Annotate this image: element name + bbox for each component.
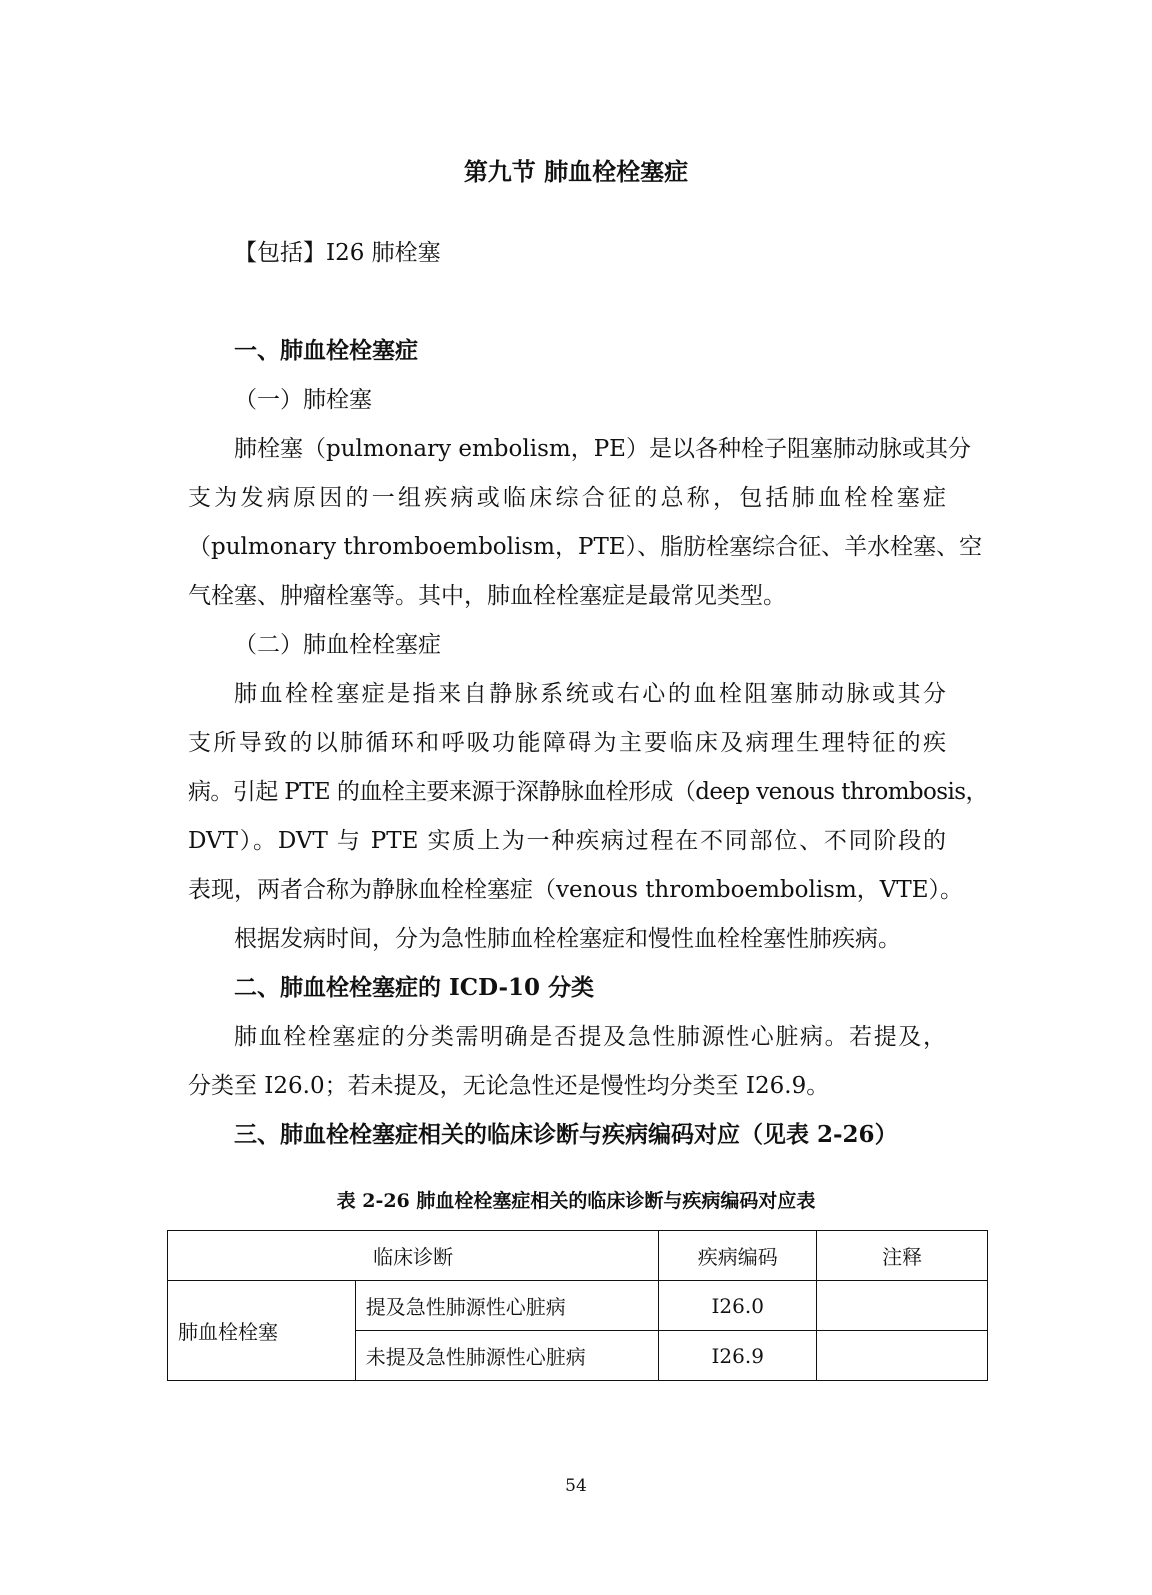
code-cell: I26.9 xyxy=(659,1331,817,1381)
paragraph-line: 肺栓塞（pulmonary embolism，PE）是以各种栓子阻塞肺动脉或其分 xyxy=(234,436,971,462)
header-disease-code: 疾病编码 xyxy=(659,1231,817,1281)
paragraph-3: 根据发病时间，分为急性肺血栓栓塞症和慢性血栓栓塞性肺疾病。 xyxy=(234,926,901,952)
note-cell xyxy=(817,1281,988,1331)
header-clinical-diagnosis: 临床诊断 xyxy=(168,1231,659,1281)
paragraph-line: 支为发病原因的一组疾病或临床综合征的总称，包括肺血栓栓塞症 xyxy=(188,485,946,511)
diagnosis-group-label: 肺血栓栓塞 xyxy=(168,1281,356,1381)
paragraph-line: 支所导致的以肺循环和呼吸功能障碍为主要临床及病理生理特征的疾 xyxy=(188,730,946,756)
heading-1: 一、肺血栓栓塞症 xyxy=(234,337,418,364)
diagnosis-code-table xyxy=(167,1230,988,1381)
table-row xyxy=(168,1281,988,1331)
paragraph-line: （pulmonary thromboembolism，PTE）、脂肪栓塞综合征、羊水栓塞、空 xyxy=(188,534,983,560)
paragraph-line: 肺血栓栓塞症的分类需明确是否提及急性肺源性心脏病。若提及， xyxy=(234,1024,946,1050)
table-caption: 表 2-26 肺血栓栓塞症相关的临床诊断与疾病编码对应表 xyxy=(336,1190,816,1212)
section-title: 第九节 肺血栓栓塞症 xyxy=(463,157,689,186)
code-cell: I26.0 xyxy=(659,1281,817,1331)
paragraph-line: 肺血栓栓塞症是指来自静脉系统或右心的血栓阻塞肺动脉或其分 xyxy=(234,681,946,707)
subheading-2: （二）肺血栓栓塞症 xyxy=(234,632,441,658)
paragraph-line: DVT）。DVT 与 PTE 实质上为一种疾病过程在不同部位、不同阶段的 xyxy=(188,828,946,854)
heading-2: 二、肺血栓栓塞症的 ICD-10 分类 xyxy=(234,974,595,1001)
diagnosis-cell: 提及急性肺源性心脏病 xyxy=(355,1281,659,1331)
diagnosis-cell: 未提及急性肺源性心脏病 xyxy=(355,1331,659,1381)
paragraph-line: 分类至 I26.0；若未提及，无论急性还是慢性均分类至 I26.9。 xyxy=(188,1073,830,1099)
subheading-1: （一）肺栓塞 xyxy=(234,387,372,413)
paragraph-line: 气栓塞、肿瘤栓塞等。其中，肺血栓栓塞症是最常见类型。 xyxy=(188,583,786,609)
table-header-row xyxy=(168,1231,988,1281)
paragraph-line: 病。引起 PTE 的血栓主要来源于深静脉血栓形成（deep venous thrombosis， xyxy=(188,779,988,805)
header-note: 注释 xyxy=(817,1231,988,1281)
includes-line: 【包括】I26 肺栓塞 xyxy=(234,240,441,266)
paragraph-line: 表现，两者合称为静脉血栓栓塞症（venous thromboembolism，VTE）。 xyxy=(188,877,964,903)
page-number: 54 xyxy=(565,1476,587,1496)
note-cell xyxy=(817,1331,988,1381)
heading-3: 三、肺血栓栓塞症相关的临床诊断与疾病编码对应（见表 2-26） xyxy=(234,1121,898,1148)
